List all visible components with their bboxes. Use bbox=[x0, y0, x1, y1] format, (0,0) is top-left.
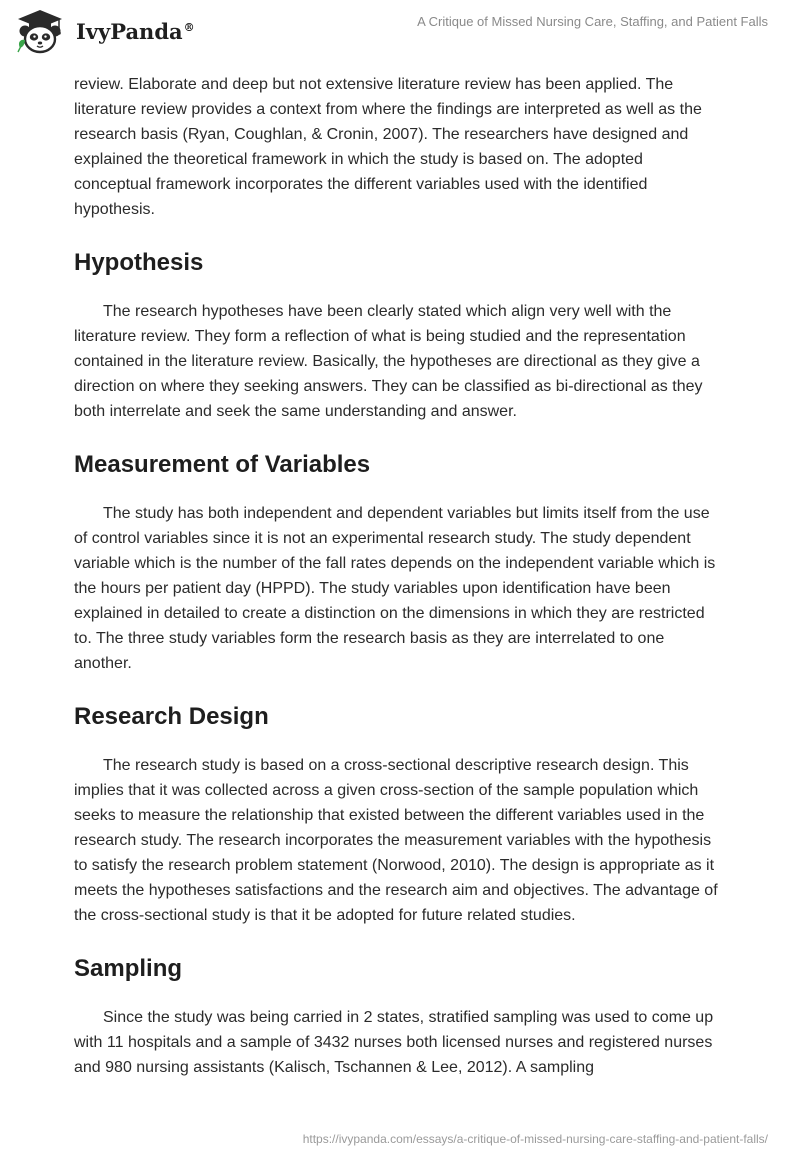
panda-graduate-icon bbox=[14, 8, 66, 54]
section-paragraph-measurement-of-variables: The study has both independent and dependent variables but limits itself from the use of control variables since it is not an experimental research study. The study dependent variable which is the number of the fall rates depends on the independent variable which is the hours per patient day (HPPD). The study variables upon identification have been explained in detailed to create a distinction on the dimensions in which they are restricted to. The three study variables form the research basis as they are interrelated to one another. bbox=[74, 505, 716, 672]
source-url-link[interactable]: https://ivypanda.com/essays/a-critique-of-missed-nursing-care-staffing-and-patient-falls/ bbox=[302, 1132, 768, 1146]
section-paragraph-sampling: Since the study was being carried in 2 states, stratified sampling was used to come up with 11 hospitals and a sample of 3432 nurses both licensed nurses and registered nurses and 980 nursing assistants (Kalisch, Tschannen & Lee, 2012). A sampling bbox=[74, 1009, 714, 1076]
section-paragraph-hypothesis: The research hypotheses have been clearly stated which align very well with the literature review. They form a reflection of what is being studied and the representation contained in the literature review. Basically, the hypotheses are directional as they give a direction on where they seeking answers. They can be classified as bi-directional as they both interrelate and seek the same understanding and answer. bbox=[74, 303, 703, 420]
essay-body bbox=[74, 72, 724, 1080]
page-header bbox=[0, 0, 800, 72]
intro-paragraph: review. Elaborate and deep but not extensive literature review has been applied. The literature review provides a context from where the findings are interpreted as well as the research basis (Ryan, Coughlan, & Cronin, 2007). The researchers have designed and explained the theoretical framework in which the study is based on. The adopted conceptual framework incorporates the different variables used with the identified hypothesis. bbox=[74, 76, 702, 218]
section-heading-measurement-of-variables: Measurement of Variables bbox=[74, 451, 371, 478]
ivypanda-logo[interactable] bbox=[14, 8, 195, 54]
document-running-title: A Critique of Missed Nursing Care, Staffing, and Patient Falls bbox=[417, 14, 768, 29]
section-heading-research-design: Research Design bbox=[74, 703, 269, 730]
section-heading-hypothesis: Hypothesis bbox=[74, 249, 204, 276]
section-paragraph-research-design: The research study is based on a cross-sectional descriptive research design. This implies that it was collected across a given cross-section of the sample population which seeks to measure the relationship that existed between the different variables used in the research study. The research incorporates the measurement variables with the hypothesis to satisfy the research problem statement (Norwood, 2010). The design is appropriate as it meets the hypotheses satisfactions and the research aim and objectives. The advantage of the cross-sectional study is that it be adopted for future related studies. bbox=[74, 757, 718, 924]
logo-wordmark: IvyPanda® bbox=[76, 18, 195, 44]
section-heading-sampling: Sampling bbox=[74, 955, 183, 982]
